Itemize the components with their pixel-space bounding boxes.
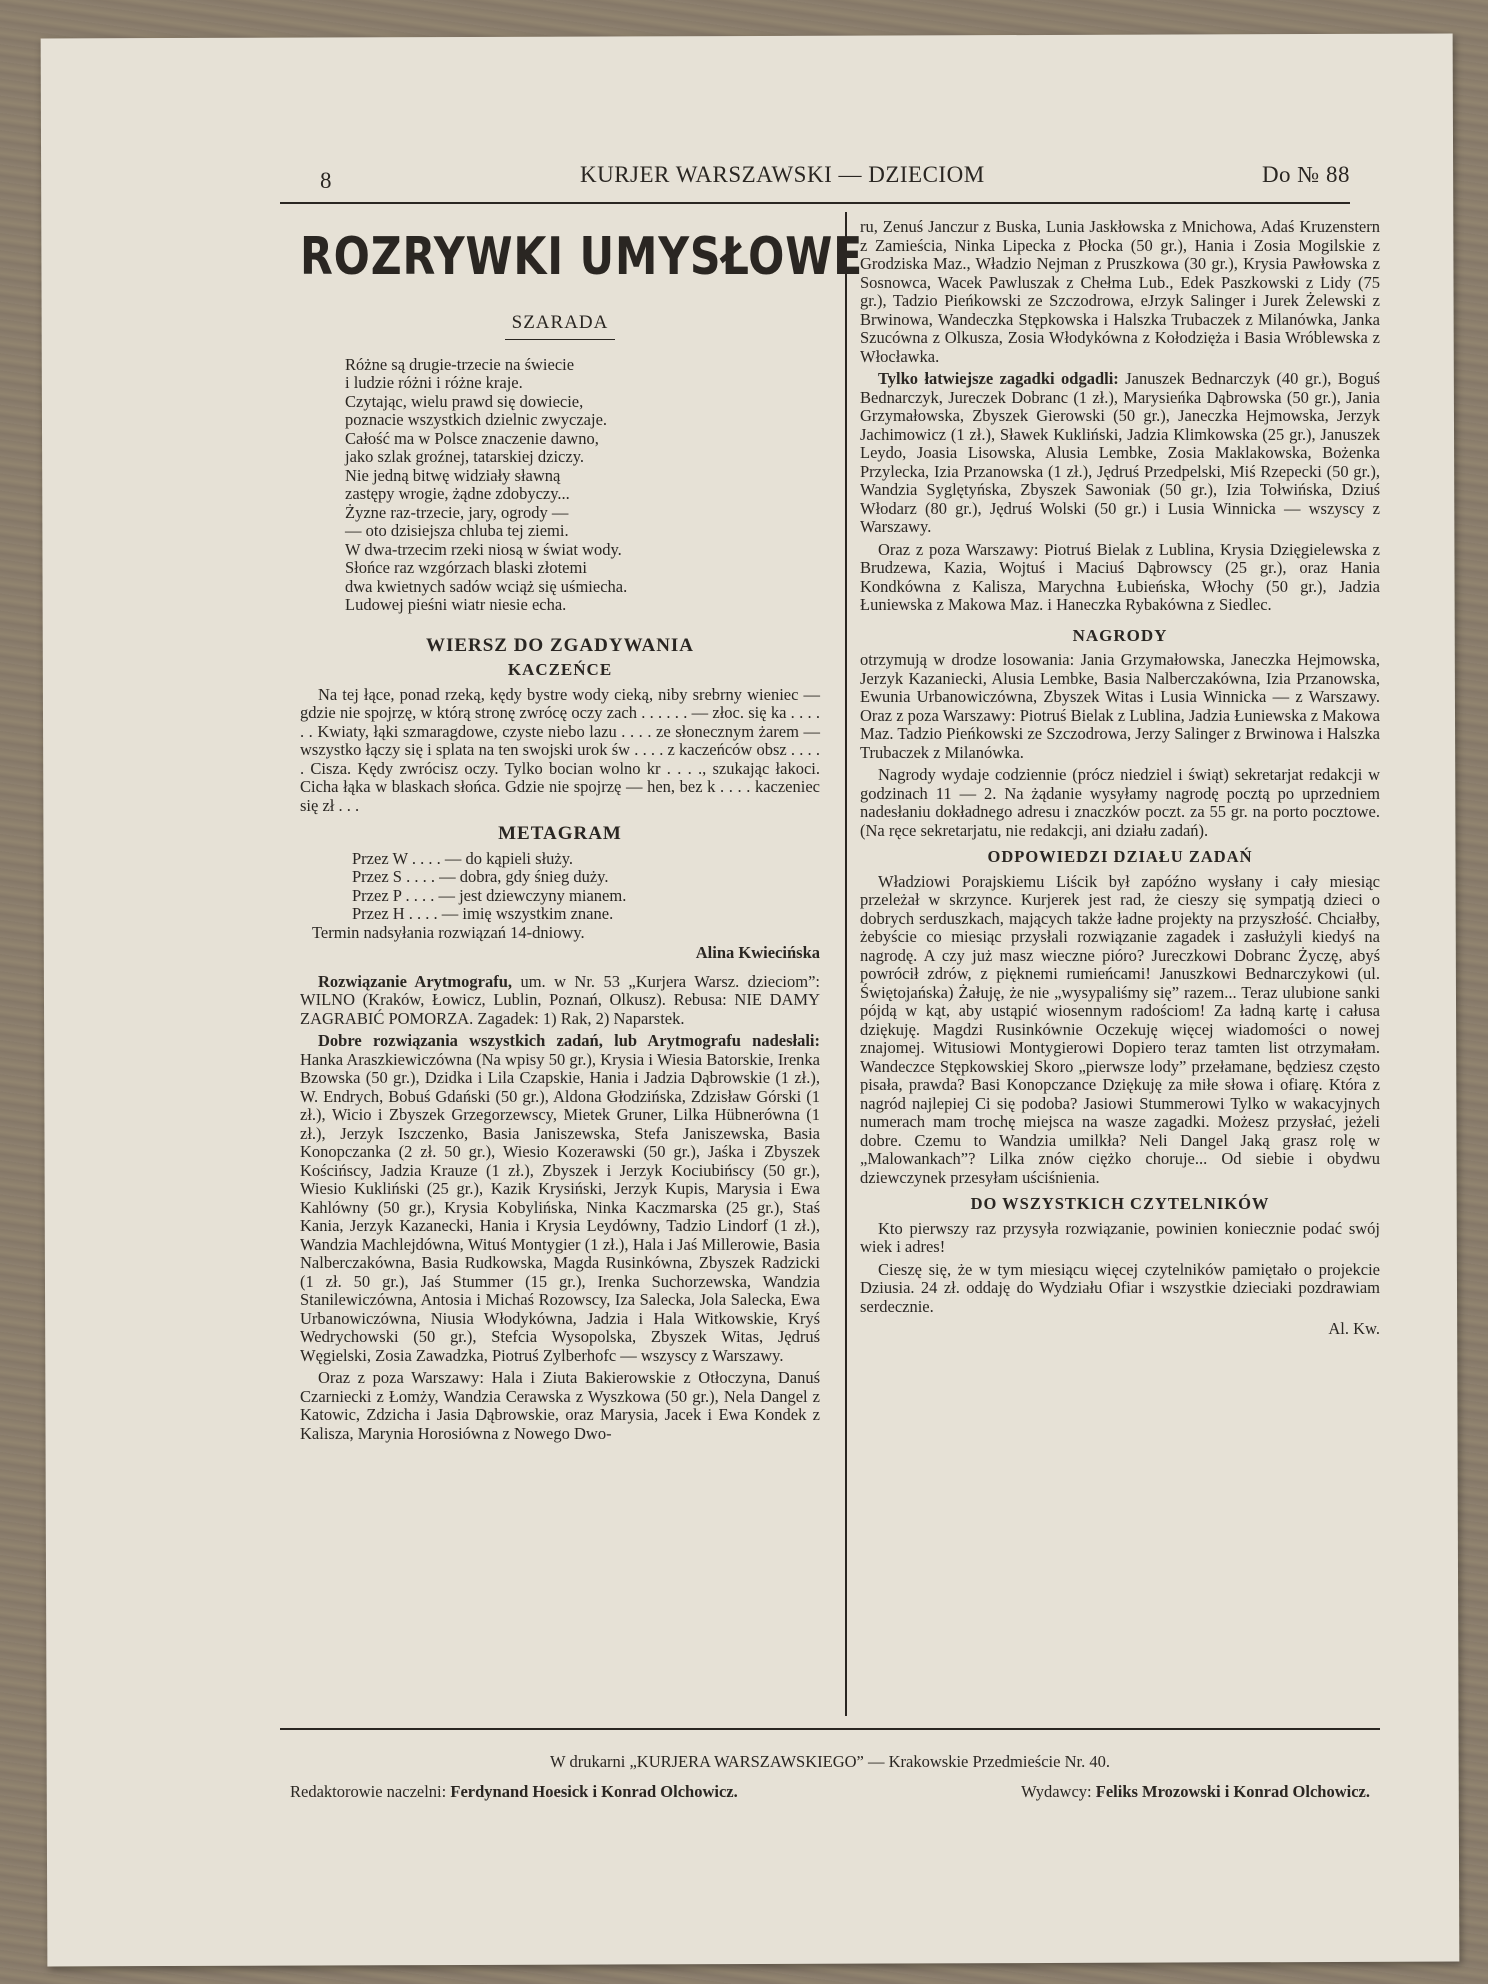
page-number: 8 bbox=[320, 168, 332, 193]
metagram-author: Alina Kwiecińska bbox=[695, 943, 820, 962]
rozwiazanie-paragraph bbox=[300, 973, 820, 1029]
metagram-lines bbox=[352, 850, 820, 924]
latwiejsze-text: Januszek Bednarczyk (40 gr.), Boguś Bednarczyk, Jureczek Dobranc (1 zł.), Marysieńka Dąbrowska (50 gr.), Jania Grzymałowska, Zbyszek Gierowski (50 gr.), Janeczka Hejmowska, Jerzyk Jachimowicz (1 zł.), Sławek Kukliński, Jadzia Klimkowska (25 gr.), Januszek Leydo, Joasia Lisowska, Alusia Lembke, Zosia Maklakowska, Bożenka Przylecka, Izia Przanowska (1 zł.), Jędruś Przedpelski, Miś Rzepecki (50 gr.), Wandzia Syglętyńska, Zbyszek Sawoniak (50 gr.), Izia Tołwińska, Dziuś Włodarz (80 gr.), Jędruś Wolski (50 gr.) i Lusia Winnicka — wszyscy z Warszawy. bbox=[860, 369, 1380, 536]
right-column bbox=[860, 218, 1380, 1339]
latwiejsze-poza-paragraph: Oraz z poza Warszawy: Piotruś Bielak z Lublina, Krysia Dzięgielewska z Brudzewa, Kazia, Wojtuś i Maciuś Dąbrowscy (25 gr.), oraz Hania Kondkówna z Kalisza, Marychna Łubieńska, Włochy (50 gr.), Jadzia Łuniewska z Makowa Maz. i Haneczka Rybakówna z Siedlec. bbox=[860, 539, 1380, 614]
column-divider bbox=[845, 212, 847, 1716]
rozwiazanie-text: um. w Nr. 53 „Kurjera Warsz. dzieciom”: WILNO (Kraków, Łowicz, Lublin, Poznań, Olkusz). Rebusa: NIE DAMY ZAGRABIĆ POMORZA. Zagadek: 1) Rak, 2) Naparstek. bbox=[300, 971, 821, 1028]
printer-line: W drukarni „KURJERA WARSZAWSKIEGO” — Krakowskie Przedmieście Nr. 40. bbox=[550, 1752, 1110, 1771]
poem-line: — oto dzisiejsza chluba tej ziemi. bbox=[345, 521, 569, 540]
page-header bbox=[280, 160, 1350, 194]
dobre-poza-paragraph: Oraz z poza Warszawy: Hala i Ziuta Bakierowskie z Otłoczyna, Danuś Czarniecki z Łomży, Wandzia Cerawska z Wyszkowa (50 gr.), Nela Dangel z Katowic, Zdzicha i Jasia Dąbrowskie, oraz Marysia, Jacek i Ewa Kondek z Kalisza, Marynia Horosiówna z Nowego Dwo- bbox=[300, 1368, 820, 1443]
issue-number: Do № 88 bbox=[1261, 162, 1350, 187]
main-title: ROZRYWKI UMYSŁOWE bbox=[300, 227, 864, 287]
czytelnikow-p1: Kto pierwszy raz przysyła rozwiązanie, powinien koniecznie podać swój wiek i adres! bbox=[860, 1218, 1380, 1256]
publishers bbox=[1021, 1782, 1370, 1802]
newspaper-title: KURJER WARSZAWSKI — DZIECIOM bbox=[580, 162, 985, 187]
metagram-line: Przez P . . . . — jest dziewczyny mianem. bbox=[352, 885, 627, 905]
latwiejsze-lead: Tylko łatwiejsze zagadki odgadli: bbox=[878, 369, 1119, 388]
czytelnikow-p2: Cieszę się, że w tym miesiącu więcej czytelników pamiętało o projekcie Dziusia. 24 zł. oddaję do Wydziału Ofiar i wszystkie dzieciaki pozdrawiam serdecznie. bbox=[860, 1259, 1380, 1316]
editors-label: Redaktorowie naczelni: bbox=[290, 1782, 447, 1801]
odpowiedzi-text: Władziowi Porajskiemu Liścik był zapóźno wysłany i cały miesiąc przeleżał w skrzynce. Kurjerek jest rad, że cieszy się sympatją dzieci o dobrych serduszkach, mających także ładne projekty na przyszłość. Chciałby, żebyście co miesiąc przysłali rozwiązanie zagadek i zasłużyli kiedyś na nagrodę. A czy już masz wieczne pióro? Jureczkowi Dobranc Życzę, abyś powrócił zdrów, z pięknemi rumieńcami! Januszkowi Bednarczykowi (ul. Świętojańska) Żałuję, że nie „wysypaliśmy się” razem... Teraz ulubione sanki pójdą w kąt, aby ustąpić wiosennym radościom! Za ładną kartę i całusa dziękuję. Magdzi Rusinkównie Oczekuję więcej wiadomości o nowej znajomej. Witusiowi Montygierowi Dopiero teraz tamten list otrzymałam. Wandeczce Stępkowskiej Skoro „pierwsze lody” przełamane, będziesz często pisała, prawda? Basi Konopczance Dziękuję za miłe słowa i ofiarę. Która z nagród najlepiej Ci się podoba? Jasiowi Stummerowi Tylko w wakacyjnych numerach mam trochę miejsca na wasze zagadki. Możesz przysłać, jeżeli dobre. Czemu to Wandzia umilkła? Neli Dangel Jaką grasz rolę w „Malowankach”? Lilka znów ciężko choruje... Od siebie i obydwu dziewczynek przesyłam uściśnienia. bbox=[860, 871, 1380, 1187]
footer-rule bbox=[280, 1728, 1380, 1730]
szarada-rule bbox=[505, 339, 615, 340]
poem-line: Różne są drugie-trzecie na świecie bbox=[345, 354, 575, 374]
wiersz-heading: WIERSZ DO ZGADYWANIA bbox=[425, 634, 695, 656]
poem-line: poznacie wszystkich dzielnic zwyczaje. bbox=[345, 410, 608, 429]
dobre-paragraph bbox=[300, 1032, 820, 1365]
nagrody-heading: NAGRODY bbox=[1072, 625, 1168, 645]
nagrody-text: otrzymują w drodze losowania: Jania Grzymałowska, Janeczka Hejmowska, Jerzyk Kazaniecki, Alusia Lembke, Basia Nalberczakówna, Izia Przanowska, Ewunia Urbanowiczówna, Zbyszek Witas i Lusia Winnicka — z Warszawy. Oraz z poza Warszawy: Piotruś Bielak z Lublina, Jadzia Łuniewska z Makowa Maz. Tadzio Pieńkowski ze Szczodrowa, Jerzy Salinger z Brwinowa i Halszka Trubaczek z Milanówka. bbox=[860, 650, 1380, 762]
odpowiedzi-heading: ODPOWIEDZI DZIAŁU ZADAŃ bbox=[987, 847, 1253, 866]
poem-line: Ludowej pieśni wiatr niesie echa. bbox=[345, 595, 567, 614]
poem-line: Nie jedną bitwę widziały sławną bbox=[345, 465, 561, 485]
dobre-lead: Dobre rozwiązania wszystkich zadań, lub Arytmografu nadesłali: bbox=[318, 1031, 820, 1050]
poem-line: Słońce raz wzgórzach blaski złotemi bbox=[345, 558, 587, 577]
metagram-deadline: Termin nadsyłania rozwiązań 14-dniowy. bbox=[312, 922, 585, 942]
editors-line bbox=[290, 1782, 1370, 1802]
metagram-heading: METAGRAM bbox=[498, 823, 622, 844]
dobre-text: Hanka Araszkiewiczówna (Na wpisy 50 gr.), Krysia i Wiesia Batorskie, Irenka Bzowska (50 gr.), Dzidka i Lila Czapskie, Hania i Jadzia Dąbrowskie (1 zł.), W. Endrych, Bobuś Gdański (50 gr.), Aldona Głodzińska, Zdzisław Górski (1 zł.), Wicio i Zbyszek Grzegorzewscy, Mietek Gruner, Lilka Hübnerówna (1 zł.), Jerzyk Iszczenko, Basia Janiszewska, Stefa Janiszewska, Basia Konopczanka (2 zł. 50 gr.), Wiesio Kozerawski (50 gr.), Jaśka i Zbyszek Kościńscy, Jadzia Krauze (1 zł.), Zbyszek i Jerzyk Kociubińscy (50 gr.), Wiesio Kukliński (25 gr.), Kazik Krysiński, Jerzyk Kupis, Marysia i Ewa Kahlówny (50 gr.), Krysia Kobylińska, Ninka Kaczmarska (25 gr.), Staś Kania, Jerzyk Kazanecki, Hania i Krysia Leydówny, Tadzio Lindorf (1 zł.), Wandzia Machlejdówna, Wituś Montygier (1 zł.), Hala i Jaś Millerowie, Basia Nalberczakówna, Basia Rudkowska, Magda Rusinkówna, Zbyszek Radzicki (1 zł. 50 gr.), Jaś Stummer (15 gr.), Irenka Suchorzewska, Wandzia Stanilewiczówna, Antosia i Michaś Rozowscy, Iza Salecka, Jola Salecka, Ewa Urbanowiczówna, Niusia Włodykówna, Jadzia i Hala Witkowskie, Kryś Wedrychowski (50 gr.), Stefcia Wysopolska, Zbyszek Witas, Jędruś Węgielski, Zosia Zawadzka, Piotruś Zylberhofc — wszyscy z Warszawy. bbox=[300, 1049, 820, 1365]
wiersz-text: Na tej łące, ponad rzeką, kędy bystre wody cieką, niby srebrny wieniec — gdzie nie spojrzę, w którą stronę zwrócę oczy zach . . . . . . — złoc. się ka . . . . . . Kwiaty, łąki szmaragdowe, czyste niebo lazu . . . . ze słonecznym żarem — wszystko łączy się i splata na ten swojski urok św . . . . z kaczeńców obsz . . . . . Cisza. Kędy zwrócisz oczy. Tylko bocian wolno kr . . . ., szukając łakoci. Cicha łąka w blaskach słońca. Gdzie nie spojrzę — hen, bez k . . . . kaczeniec się zł . . . bbox=[300, 684, 820, 815]
left-column bbox=[300, 218, 864, 1447]
rozwiazanie-lead: Rozwiązanie Arytmografu, bbox=[318, 971, 513, 991]
poem-line: jako szlak groźnej, tatarskiej dziczy. bbox=[345, 447, 584, 466]
poem-line: i ludzie różni i różne kraje. bbox=[345, 373, 523, 392]
header-rule bbox=[280, 202, 1350, 204]
publishers-label: Wydawcy: bbox=[1021, 1782, 1092, 1801]
poem-line: dwa kwietnych sadów wciąż się uśmiecha. bbox=[345, 576, 628, 596]
publishers-names: Feliks Mrozowski i Konrad Olchowicz. bbox=[1095, 1782, 1370, 1801]
poem-line: Całość ma w Polsce znaczenie dawno, bbox=[345, 428, 599, 448]
poem-line: Czytając, wielu prawd się dowiecie, bbox=[345, 391, 584, 411]
signature: Al. Kw. bbox=[1328, 1319, 1380, 1338]
szarada-poem bbox=[345, 356, 800, 615]
czytelnikow-heading: DO WSZYSTKICH CZYTELNIKÓW bbox=[970, 1194, 1270, 1213]
metagram-line: Przez H . . . . — imię wszystkim znane. bbox=[352, 904, 614, 923]
kaczence-heading: KACZEŃCE bbox=[507, 660, 613, 679]
poem-line: W dwa-trzecim rzeki niosą w świat wody. bbox=[345, 539, 622, 559]
list-continuation: ru, Zenuś Janczur z Buska, Lunia Jaskłowska z Mnichowa, Adaś Kruzenstern z Zamieścia, Ninka Lipecka z Płocka (50 gr.), Hania i Zosia Mogilskie z Grodziska Maz., Władzio Nejman z Pruszkowa (30 gr.), Krysia Pawłowska z Sosnowca, Wacek Pawluszak z Chełma Lub., Edek Paszkowski z Lidy (75 gr.), Tadzio Pieńkowski ze Szczodrowa, eJrzyk Salinger i Jurek Żelewski z Brwinowa, Wandeczka Stępkowska i Halszka Trubaczek z Milanówka, Janka Szucówna z Olkusza, Zosia Włodykówna z Kołodzięża i Basia Wróblewska z Włocławka. bbox=[860, 217, 1380, 366]
szarada-heading: SZARADA bbox=[511, 312, 609, 333]
latwiejsze-paragraph bbox=[860, 370, 1380, 537]
nagrody-info: Nagrody wydaje codziennie (prócz niedziel i świąt) sekretarjat redakcji w godzinach 11 — 2. Na żądanie wysyłamy nagrodę pocztą po uprzedniem nadesłaniu dokładnego adresu i znaczków poczt. za 55 gr. na porto pocztowe. (Na ręce sekretarjatu, nie redakcji, ani działu zadań). bbox=[860, 765, 1380, 840]
editors-names: Ferdynand Hoesick i Konrad Olchowicz. bbox=[450, 1782, 738, 1801]
poem-line: zastępy wrogie, żądne zdobyczy... bbox=[345, 484, 570, 503]
poem-line: Żyzne raz-trzecie, jary, ogrody — bbox=[345, 502, 569, 522]
metagram-line: Przez S . . . . — dobra, gdy śnieg duży. bbox=[352, 867, 609, 886]
metagram-line: Przez W . . . . — do kąpieli służy. bbox=[352, 848, 574, 868]
